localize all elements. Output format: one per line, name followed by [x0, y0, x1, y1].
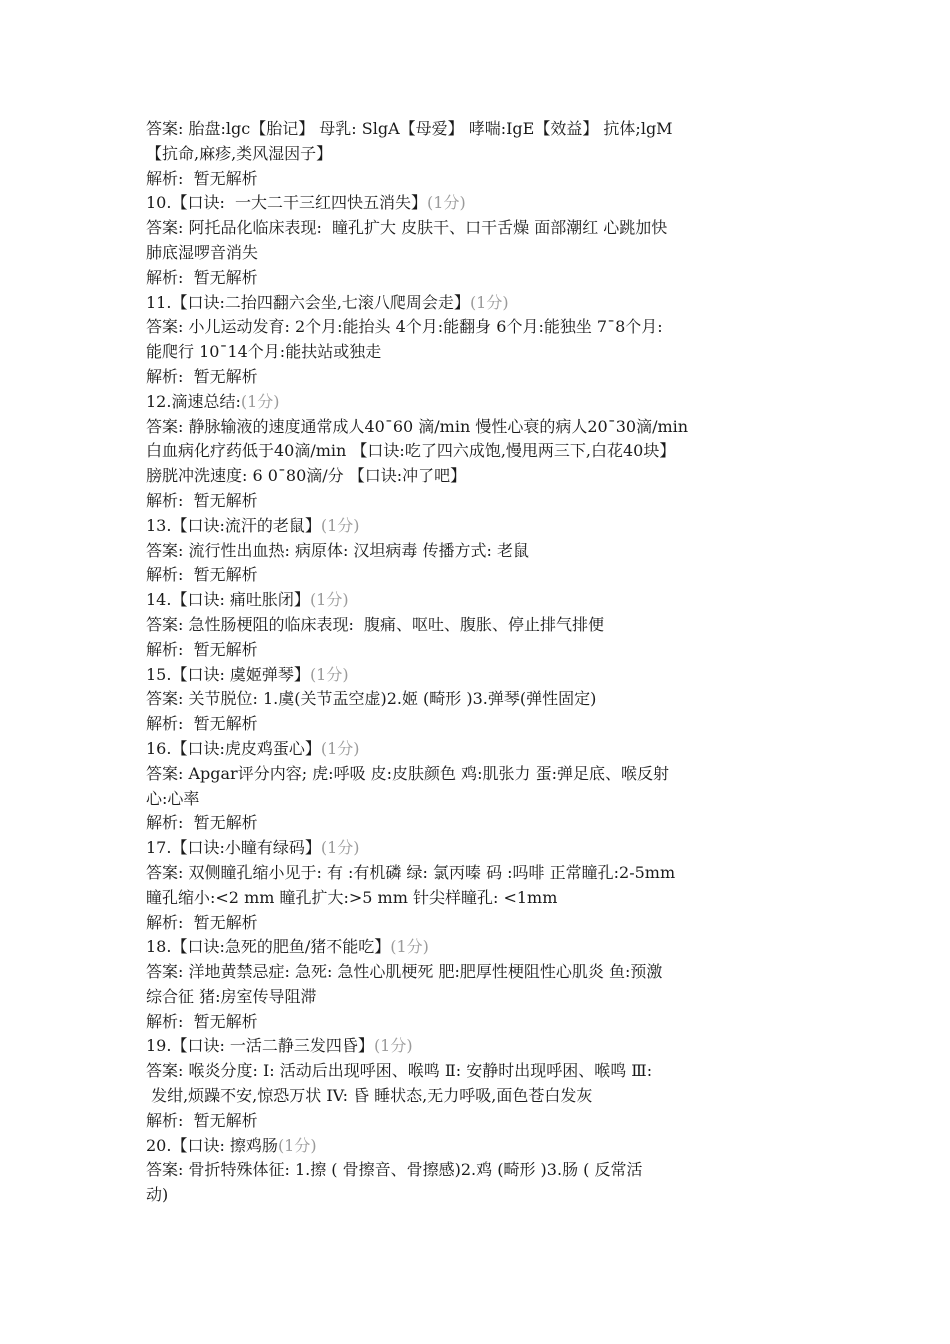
question-score: (1分) [309, 590, 349, 610]
analysis-line: 解析: 暂无解析 [146, 912, 258, 932]
question-list [146, 191, 816, 1208]
question-block [146, 737, 816, 836]
question-block [146, 191, 816, 290]
answer-line: 答案: Apgar评分内容; 虎:呼吸 皮:皮肤颜色 鸡:肌张力 蛋:弹足底、喉反射 [146, 763, 670, 783]
question-title-text: 19.【口诀: 一活二静三发四昏】 [146, 1036, 374, 1056]
analysis-line: 解析: 暂无解析 [146, 366, 258, 386]
question-title [146, 390, 816, 415]
answer-line: 动) [146, 1185, 169, 1205]
question-block [146, 514, 816, 588]
question-title [146, 737, 816, 762]
question-title [146, 935, 816, 960]
question-score: (1分) [373, 1036, 413, 1056]
document-body [146, 117, 816, 1208]
question-score: (1分) [277, 1135, 317, 1155]
answer-line: 答案: 小儿运动发育: 2个月:能抬头 4个月:能翻身 6个月:能独坐 7¯8个月: [146, 317, 663, 337]
answer-line: 答案: 双侧瞳孔缩小见于: 有 :有机磷 绿: 氯丙嗪 码 :吗啡 正常瞳孔:2-5mm [146, 862, 676, 882]
question-score: (1分) [320, 838, 360, 858]
question-title-text: 17.【口诀:小瞳有绿码】 [146, 838, 321, 858]
question-block [146, 291, 816, 390]
answer-line: 答案: 洋地黄禁忌症: 急死: 急性心肌梗死 肥:肥厚性梗阻性心肌炎 鱼:预激 [146, 962, 663, 982]
question-title [146, 291, 816, 316]
question-title-text: 15.【口诀: 虞姬弹琴】 [146, 664, 310, 684]
answer-line: 答案: 急性肠梗阻的临床表现: 腹痛、呕吐、腹胀、停止排气排便 [146, 614, 605, 634]
question-block [146, 836, 816, 935]
answer-line: 综合征 猪:房室传导阻滞 [146, 986, 317, 1006]
question-title-text: 14.【口诀: 痛吐胀闭】 [146, 590, 310, 610]
question-score: (1分) [320, 515, 360, 535]
answer-line: 能爬行 10¯14个月:能扶站或独走 [146, 342, 382, 362]
question-block [146, 935, 816, 1034]
answer-line: 白血病化疗药低于40滴/min 【口诀:吃了四六成饱,慢甩两三下,白花40块】 [146, 441, 676, 461]
question-title [146, 514, 816, 539]
question-block [146, 663, 816, 737]
analysis-line: 解析: 暂无解析 [146, 813, 258, 833]
question-title-text: 18.【口诀:急死的肥鱼/猪不能吃】 [146, 937, 391, 957]
analysis-line: 解析: 暂无解析 [146, 490, 258, 510]
analysis-line: 解析: 暂无解析 [146, 168, 258, 188]
answer-line: 【抗命,麻疹,类风湿因子】 [146, 143, 333, 163]
question-block [146, 588, 816, 662]
analysis-line: 解析: 暂无解析 [146, 565, 258, 585]
question-title [146, 1134, 816, 1159]
question-score: (1分) [427, 193, 466, 213]
analysis-line: 解析: 暂无解析 [146, 714, 258, 734]
question-title [146, 1034, 816, 1059]
question-title [146, 588, 816, 613]
answer-line: 答案: 关节脱位: 1.虞(关节盂空虚)2.姬 (畸形 )3.弹琴(弹性固定) [146, 689, 597, 709]
analysis-line: 解析: 暂无解析 [146, 1011, 258, 1031]
question-block [146, 1134, 816, 1208]
continued-answer [146, 117, 816, 191]
answer-line: 膀胱冲洗速度: 6 0¯80滴/分 【口诀:冲了吧】 [146, 466, 467, 486]
question-title-text: 16.【口诀:虎皮鸡蛋心】 [146, 738, 321, 758]
answer-line: 答案: 阿托品化临床表现: 瞳孔扩大 皮肤干、口干舌燥 面部潮红 心跳加快 [146, 218, 668, 238]
question-block [146, 390, 816, 514]
question-title-text: 10.【口诀: 一大二干三红四快五消失】 [146, 193, 428, 213]
question-title-text: 12.滴速总结: [146, 391, 241, 411]
question-score: (1分) [320, 738, 360, 758]
question-score: (1分) [390, 937, 429, 957]
question-title [146, 663, 816, 688]
question-title-text: 20.【口诀: 擦鸡肠 [146, 1135, 278, 1155]
answer-line: 答案: 胎盘:lgc【胎记】 母乳: SlgA【母爱】 哮喘:IgE【效益】 抗体;lgM [146, 119, 673, 138]
analysis-line: 解析: 暂无解析 [146, 267, 258, 287]
question-title-text: 11.【口诀:二抬四翻六会坐,七滚八爬周会走】 [146, 292, 470, 312]
question-title [146, 836, 816, 861]
answer-line: 答案: 流行性出血热: 病原体: 汉坦病毒 传播方式: 老鼠 [146, 540, 529, 560]
answer-line: 肺底湿啰音消失 [146, 242, 259, 262]
answer-line: 答案: 静脉输液的速度通常成人40¯60 滴/min 慢性心衰的病人20¯30滴/min [146, 416, 689, 436]
answer-line: 瞳孔缩小:<2 mm 瞳孔扩大:>5 mm 针尖样瞳孔: <1mm [146, 887, 558, 907]
analysis-line: 解析: 暂无解析 [146, 1110, 258, 1130]
question-title-text: 13.【口诀:流汗的老鼠】 [146, 515, 321, 535]
answer-line: 答案: 骨折特殊体征: 1.擦 ( 骨擦音、骨擦感)2.鸡 (畸形 )3.肠 ( 反常活 [146, 1160, 643, 1180]
answer-line: 发绀,烦躁不安,惊恐万状 IV: 昏 睡状态,无力呼吸,面色苍白发灰 [146, 1086, 593, 1106]
question-title [146, 191, 816, 216]
analysis-line: 解析: 暂无解析 [146, 639, 258, 659]
answer-line: 心:心率 [146, 788, 200, 808]
question-score: (1分) [240, 391, 280, 411]
question-block [146, 1034, 816, 1133]
answer-line: 答案: 喉炎分度: Ⅰ: 活动后出现呼困、喉鸣 Ⅱ: 安静时出现呼困、喉鸣 Ⅲ: [146, 1061, 653, 1081]
question-score: (1分) [469, 292, 509, 312]
question-score: (1分) [309, 664, 349, 684]
